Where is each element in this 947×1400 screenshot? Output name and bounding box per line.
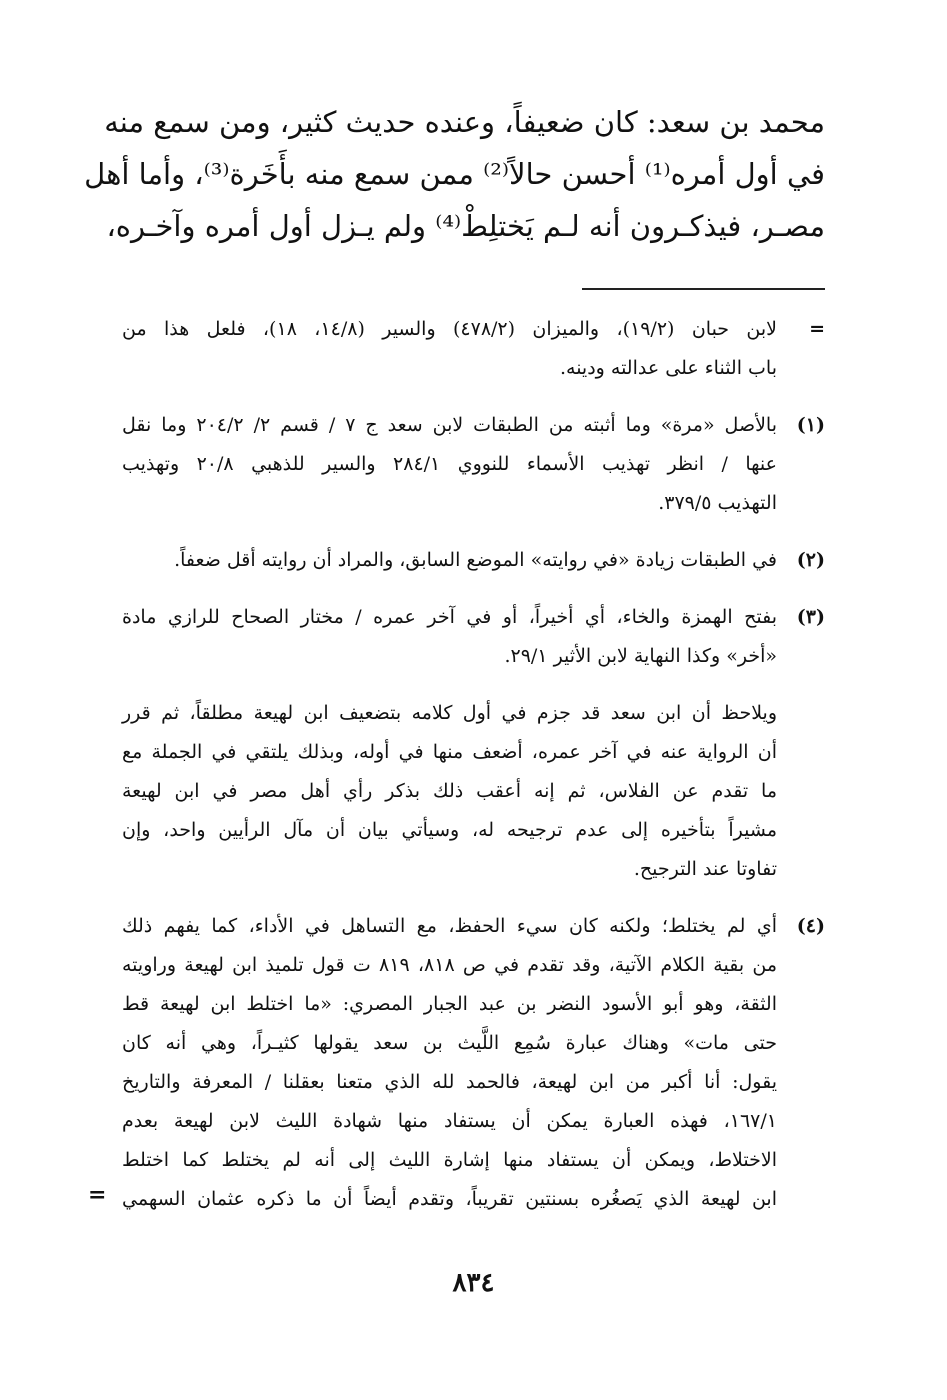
footnote-4	[88, 907, 825, 1219]
footnote-line: عنها / انظر تهذيب الأسماء للنووي ٢٨٤/١ والسير للذهبي ٢٠/٨ وتهذيب	[122, 453, 777, 475]
main-line: محمد بن سعد: كان ضعيفاً، وعنده حديث كثير، ومن سمع منه	[104, 105, 825, 139]
continued-marker: =	[88, 1182, 107, 1208]
footnote-line: حتى مات» وهناك عبارة سُمِع اللَّيث بن سعد يقولها كثيـراً، وهي أنه كان	[122, 1032, 777, 1054]
footnote-number: (١)	[796, 414, 825, 436]
footnote-line: الاختلاط، ويمكن أن يستفاد منها إشارة الليث إلى أنه لم يختلط كما اختلط	[122, 1149, 777, 1171]
footnote-separator	[582, 288, 825, 290]
footnote-line: ما تقدم عن الفلاس، ثم إنه أعقب ذلك بذكر رأي أهل مصر في ابن لهيعة	[122, 780, 777, 802]
footnote-line: تفاوتا عند الترجيح.	[633, 858, 777, 880]
footnote-line: بفتح الهمزة والخاء، أي أخيراً، أو في آخر عمره / مختار الصحاح للرازي مادة	[122, 606, 777, 628]
main-line: في أول أمره⁽¹⁾ أحسن حالاً⁽²⁾ ممن سمع منه بأَخَرة⁽³⁾، وأما أهل	[84, 157, 825, 191]
footnote-line: باب الثناء على عدالته ودينه.	[559, 357, 777, 379]
footnotes-section	[88, 310, 825, 1237]
footnote-number: (٤)	[796, 915, 825, 937]
footnote-line: «أخر» وكذا النهاية لابن الأثير ٢٩/١.	[504, 645, 777, 667]
book-page	[84, 0, 825, 1400]
footnote-line: ويلاحظ أن ابن سعد قد جزم في أول كلامه بتضعيف ابن لهيعة مطلقاً، ثم قرر	[122, 702, 777, 724]
footnote-line: ابن لهيعة الذي يَصغُره بسنتين تقريباً، وتقدم أيضاً أن ما ذكره عثمان السهمي	[122, 1188, 777, 1210]
main-line: مصـر، فيذكـرون أنه لـم يَختلِطْ⁽⁴⁾ ولم يـزل أول أمره وآخـره،	[106, 209, 825, 243]
footnote-2	[122, 541, 825, 580]
footnote-number: (٢)	[796, 549, 825, 571]
footnote-line: بالأصل «مرة» وما أثبته من الطبقات لابن سعد ج ٧ / قسم ٢/ ٢٠٤/٢ وما نقل	[122, 414, 777, 436]
footnote-line: أن الرواية عنه في آخر عمره، أضعف منها في أوله، وبذلك يلتقي في الجملة مع	[122, 741, 777, 763]
footnote-line: مشيراً بتأخيره إلى عدم ترجيحه له، وسيأتي بيان أن مآل الرأيين واحد، وإن	[122, 819, 777, 841]
footnote-line: من بقية الكلام الآتية، وقد تقدم في ص ٨١٨، ٨١٩ ت قول تلميذ ابن لهيعة وراويته	[122, 954, 777, 976]
footnote-line: التهذيب ٣٧٩/٥.	[658, 492, 777, 514]
footnote-3	[122, 598, 825, 889]
footnote-line: ١٦٧/١، فهذه العبارة يمكن أن يستفاد منها شهادة الليث لابن لهيعة بعدم	[122, 1110, 777, 1132]
footnote-number: (٣)	[796, 606, 825, 628]
continuation-marker: =	[809, 318, 825, 340]
footnote-line: لابن حبان (١٩/٢)، والميزان (٤٧٨/٢) والسير (١٤/٨، ١٨)، فلعل هذا من	[122, 318, 777, 340]
footnote-line: يقول: أنا أكبر من ابن لهيعة، فالحمد لله الذي متعنا بعقلنا / المعرفة والتاريخ	[122, 1071, 778, 1093]
footnote-line: في الطبقات زيادة «في روايته» الموضع السابق، والمراد أن روايته أقل ضعفاً.	[174, 549, 777, 571]
footnote-line: الثقة، وهو أبو الأسود النضر بن عبد الجبار المصري: «ما اختلط ابن لهيعة قط	[122, 993, 777, 1015]
footnote-line: أي لم يختلط؛ ولكنه كان سيء الحفظ، مع التساهل في الأداء، كما يفهم ذلك	[122, 915, 777, 937]
page-number: ٨٣٤	[452, 1268, 495, 1298]
main-body-text	[84, 96, 825, 252]
footnote-1	[122, 406, 825, 523]
footnote-continuation	[122, 310, 825, 388]
